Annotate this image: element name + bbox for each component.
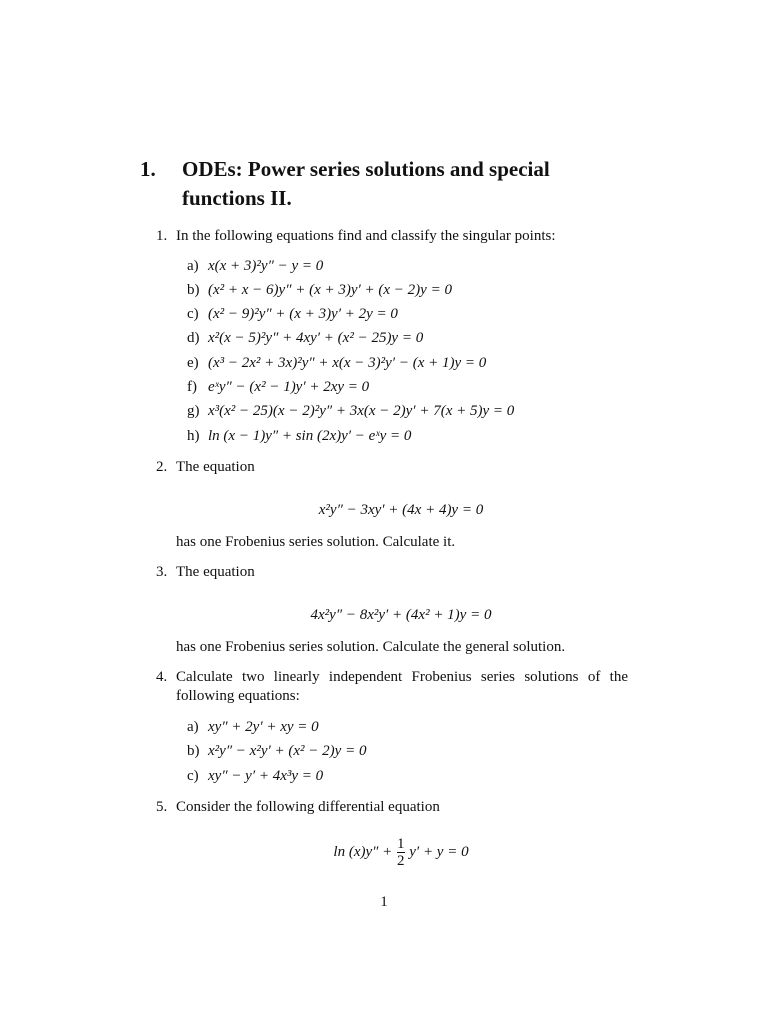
problem-1b-equation: (x² + x − 6)y″ + (x + 3)y′ + (x − 2)y = 0 [208,282,452,298]
problem-4-text: Calculate two linearly independent Frobenius series solutions of the following equations: [176,669,628,704]
problem-1-text: In the following equations find and classify the singular points: [176,228,556,244]
problem-1a-label: a) [187,258,199,274]
problem-5-display-equation [0,836,768,869]
problem-1-number: 1. [156,228,168,244]
problem-4a-equation: xy″ + 2y′ + xy = 0 [208,719,319,735]
problem-4b-label: b) [187,743,200,759]
problem-1a-equation: x(x + 3)²y″ − y = 0 [208,258,324,274]
problem-1g-equation: x³(x² − 25)(x − 2)²y″ + 3x(x − 2)y′ + 7(x + 5)y = 0 [208,403,515,419]
problem-1b-label: b) [187,282,200,298]
fraction-denominator: 2 [397,853,405,870]
problem-2-after-text: has one Frobenius series solution. Calculate it. [176,534,456,550]
equation-right-part: y′ + y = 0 [409,844,469,860]
problem-1d-equation: x²(x − 5)²y″ + 4xy′ + (x² − 25)y = 0 [208,330,424,346]
problem-4c-label: c) [187,768,199,784]
problem-4b-equation: x²y″ − x²y′ + (x² − 2)y = 0 [208,743,367,759]
problem-3-number: 3. [156,564,168,580]
problem-1g-label: g) [187,403,200,419]
problem-5-text: Consider the following differential equation [176,799,440,815]
section-number: 1. [140,157,156,181]
problem-1h-label: h) [187,428,200,444]
page-number: 1 [380,894,388,910]
problem-1e-equation: (x³ − 2x² + 3x)²y″ + x(x − 3)²y′ − (x + 1)y = 0 [208,355,487,371]
problem-4-number: 4. [156,669,168,685]
problem-3-text: The equation [176,564,255,580]
problem-1c-equation: (x² − 9)²y″ + (x + 3)y′ + 2y = 0 [208,306,398,322]
problem-4a-label: a) [187,719,199,735]
problem-1f-equation: eˣy″ − (x² − 1)y′ + 2xy = 0 [208,379,370,395]
problem-1f-label: f) [187,379,197,395]
problem-1d-label: d) [187,330,200,346]
problem-2-display-equation: x²y″ − 3xy′ + (4x + 4)y = 0 [318,502,484,518]
section-title: ODEs: Power series solutions and special functions II. [182,157,550,210]
problem-1e-label: e) [187,355,199,371]
problem-3-display-equation: 4x²y″ − 8x²y′ + (4x² + 1)y = 0 [310,607,492,623]
problem-2-number: 2. [156,459,168,475]
fraction-numerator: 1 [397,836,405,853]
fraction [397,836,405,869]
problem-3-after-text: has one Frobenius series solution. Calculate the general solution. [176,639,566,655]
problem-5-number: 5. [156,799,168,815]
problem-1h-equation: ln (x − 1)y″ + sin (2x)y′ − eˣy = 0 [208,428,412,444]
problem-2-text: The equation [176,459,255,475]
problem-4c-equation: xy″ − y′ + 4x³y = 0 [208,768,324,784]
problem-1c-label: c) [187,306,199,322]
equation-left-part: ln (x)y″ + [333,844,393,860]
